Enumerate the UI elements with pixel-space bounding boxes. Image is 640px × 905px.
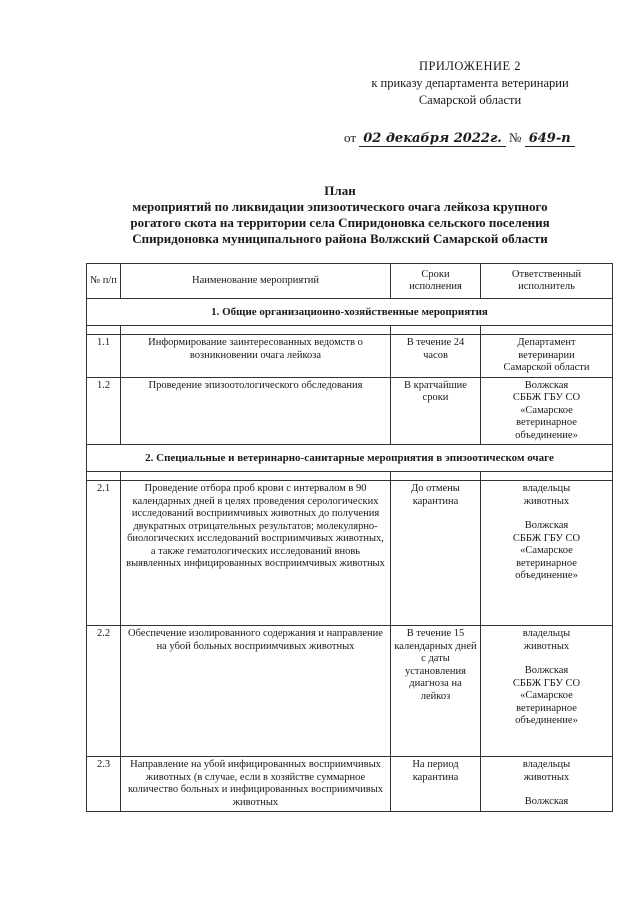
row-num: 2.3 — [87, 757, 121, 812]
order-number-sign: № — [509, 130, 522, 145]
measures-table — [86, 263, 613, 812]
header-name: Наименование мероприятий — [121, 264, 391, 299]
plan-subtitle-line-1: мероприятий по ликвидации эпизоотического очага лейкоза крупного — [132, 199, 548, 214]
header-num: № п/п — [87, 264, 121, 299]
section-row-2 — [87, 445, 613, 472]
row-name: Обеспечение изолированного содержания и направление на убой больных восприимчивых животных — [121, 626, 391, 757]
order-date-handwritten: 02 декабря 2022г. — [359, 131, 506, 147]
row-resp: владельцы животных Волжская СББЖ ГБУ СО «Самарское ветеринарное объединение» — [481, 481, 613, 626]
appendix-title: ПРИЛОЖЕНИЕ 2 — [418, 59, 522, 73]
appendix-line-2: Самарской области — [418, 93, 522, 107]
table-row — [87, 626, 613, 757]
row-resp: Волжская СББЖ ГБУ СО «Самарское ветеринарное объединение» — [481, 377, 613, 445]
row-num: 2.2 — [87, 626, 121, 757]
row-num: 1.1 — [87, 335, 121, 378]
row-term: В кратчайшие сроки — [391, 377, 481, 445]
row-resp: владельцы животных Волжская — [481, 757, 613, 812]
header-resp: Ответственный исполнитель — [481, 264, 613, 299]
row-term: На период карантина — [391, 757, 481, 812]
table-row — [87, 377, 613, 445]
row-num: 1.2 — [87, 377, 121, 445]
order-date-line — [344, 130, 604, 146]
row-term: До отмены карантина — [391, 481, 481, 626]
row-term: В течение 24 часов — [391, 335, 481, 378]
row-resp: Департамент ветеринарии Самарской области — [481, 335, 613, 378]
section-row-1 — [87, 299, 613, 326]
section-1-title: 1. Общие организационно-хозяйственные мероприятия — [87, 299, 613, 326]
plan-subtitle-line-2: рогатого скота на территории села Спиридоновка сельского поселения — [130, 215, 550, 230]
row-num: 2.1 — [87, 481, 121, 626]
header-term: Сроки исполнения — [391, 264, 481, 299]
section-2-title: 2. Специальные и ветеринарно-санитарные мероприятия в эпизоотическом очаге — [87, 445, 613, 472]
row-name: Проведение эпизоотологического обследования — [121, 377, 391, 445]
appendix-line-1: к приказу департамента ветеринарии — [371, 76, 569, 90]
order-number-handwritten: 649-п — [525, 131, 575, 147]
row-name: Информирование заинтересованных ведомств о возникновении очага лейкоза — [121, 335, 391, 378]
table-header-row — [87, 264, 613, 299]
spacer-row — [87, 326, 613, 335]
table-row — [87, 757, 613, 812]
appendix-block — [340, 58, 600, 109]
row-name: Проведение отбора проб крови с интервалом в 90 календарных дней в целях проведения серологических исследований восприимчивых животных до получения двукратных отрицательных результатов; молекулярно-биологических исследований восприимчивых животных, а также гематологических исследований вновь выявленных инфицированных восприимчивых животных — [121, 481, 391, 626]
table-row — [87, 481, 613, 626]
row-resp: владельцы животных Волжская СББЖ ГБУ СО «Самарское ветеринарное объединение» — [481, 626, 613, 757]
order-prefix: от — [344, 130, 357, 145]
plan-heading — [90, 183, 590, 247]
row-term: В течение 15 календарных дней с даты установления диагноза на лейкоз — [391, 626, 481, 757]
plan-subtitle-line-3: Спиридоновка муниципального района Волжский Самарской области — [132, 231, 548, 246]
row-name: Направление на убой инфицированных восприимчивых животных (в случае, если в хозяйстве суммарное количество больных и инфицированных восприимчивых животных — [121, 757, 391, 812]
plan-title: План — [324, 183, 356, 198]
spacer-row — [87, 472, 613, 481]
table-row — [87, 335, 613, 378]
